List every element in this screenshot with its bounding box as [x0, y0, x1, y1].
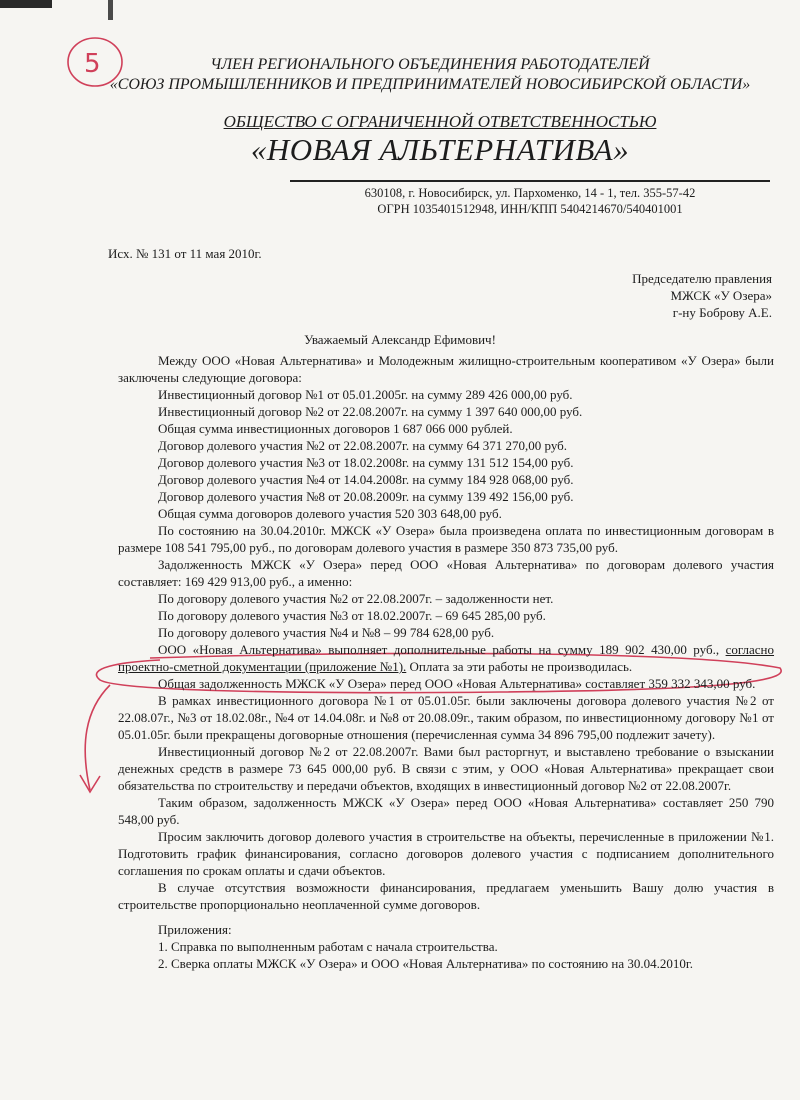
scan-edge-mark	[108, 0, 113, 20]
outgoing-reference: Исх. № 131 от 11 мая 2010г.	[108, 246, 262, 261]
union-name: «СОЮЗ ПРОМЫШЛЕННИКОВ И ПРЕДПРИНИМАТЕЛЕЙ НОВОСИБИРСКОЙ ОБЛАСТИ»	[109, 76, 751, 93]
debt-item: По договору долевого участия №2 от 22.08.2007г. – задолженности нет.	[158, 591, 554, 606]
contract-item: Инвестиционный договор №2 от 22.08.2007г. на сумму 1 397 640 000,00 руб.	[158, 404, 583, 419]
handwritten-page-number: 5	[84, 49, 101, 79]
additional-works-payment: Оплата за эти работы не производилась.	[406, 659, 633, 674]
addressee-organization: МЖСК «У Озера»	[670, 288, 772, 303]
scan-edge-mark	[0, 0, 52, 8]
contract-item: Общая сумма договоров долевого участия 520 303 648,00 руб.	[158, 506, 502, 521]
handwritten-arrow	[85, 685, 110, 790]
contract-item: Договор долевого участия №4 от 14.04.2008г. на сумму 184 928 068,00 руб.	[158, 472, 574, 487]
paragraph-investment-contract-1: В рамках инвестиционного договора №1 от 05.01.05г. были заключены договора долевого участия №2 от 22.08.07г., №3 от 18.02.08г., №4 от 14.04.08г. и №8 от 20.08.09г., таким образом, по инвестиционному договору №1 от 05.01.05г. были прекращены договорные отношения (перечисленная сумма 34 896 795,00 подлежит зачету).	[118, 693, 774, 742]
company-address: 630108, г. Новосибирск, ул. Пархоменко, 14 - 1, тел. 355-57-42	[364, 186, 696, 200]
company-type: ОБЩЕСТВО С ОГРАНИЧЕННОЙ ОТВЕТСТВЕННОСТЬЮ	[223, 112, 657, 131]
contract-item: Договор долевого участия №8 от 20.08.2009г. на сумму 139 492 156,00 руб.	[158, 489, 574, 504]
addressee-name: г-ну Боброву А.Е.	[672, 305, 772, 320]
letter-body	[118, 352, 774, 972]
attachment-item: 1. Справка по выполненным работам с начала строительства.	[158, 939, 498, 954]
paragraph-resulting-debt: Таким образом, задолженность МЖСК «У Озера» перед ООО «Новая Альтернатива» составляет 250 790 548,00 руб.	[118, 795, 774, 827]
arrow-head-icon	[80, 775, 100, 792]
letterhead-divider	[290, 180, 770, 182]
paragraph-debt: Задолженность МЖСК «У Озера» перед ООО «Новая Альтернатива» по договорам долевого участия составляет: 169 429 913,00 руб., а именно:	[118, 557, 774, 589]
debt-item: По договору долевого участия №4 и №8 – 99 784 628,00 руб.	[158, 625, 495, 640]
company-registry: ОГРН 1035401512948, ИНН/КПП 5404214670/540401001	[377, 202, 683, 216]
contract-item: Договор долевого участия №2 от 22.08.2007г. на сумму 64 371 270,00 руб.	[158, 438, 568, 453]
contract-item: Инвестиционный договор №1 от 05.01.2005г. на сумму 289 426 000,00 руб.	[158, 387, 573, 402]
paragraph-request: Просим заключить договор долевого участия в строительстве на объекты, перечисленные в приложении №1. Подготовить график финансирования, согласно договоров долевого участия с подписанием дополнительного соглашения по срокам оплаты и сдачи объектов.	[118, 829, 774, 878]
attachments-title: Приложения:	[158, 922, 232, 937]
attachment-item: 2. Сверка оплаты МЖСК «У Озера» и ООО «Новая Альтернатива» по состоянию на 30.04.2010г.	[158, 956, 693, 971]
paragraph-contracts-intro: Между ООО «Новая Альтернатива» и Молодежным жилищно-строительным кооперативом «У Озера» были заключены следующие договора:	[118, 353, 774, 385]
contract-item: Договор долевого участия №3 от 18.02.2008г. на сумму 131 512 154,00 руб.	[158, 455, 574, 470]
paragraph-proposal: В случае отсутствия возможности финансирования, предлагаем уменьшить Вашу долю участия в строительстве пропорционально неоплаченной сумме договоров.	[118, 880, 774, 912]
paragraph-total-debt: Общая задолженность МЖСК «У Озера» перед ООО «Новая Альтернатива» составляет 359 332 343,00 руб.	[158, 676, 756, 691]
company-name: «НОВАЯ АЛЬТЕРНАТИВА»	[250, 132, 630, 167]
paragraph-payments: По состоянию на 30.04.2010г. МЖСК «У Озера» была произведена оплата по инвестиционным договорам в размере 108 541 795,00 руб., по договорам долевого участия в размере 350 873 735,00 руб.	[118, 523, 774, 555]
additional-works-basis: согласно проектно-сметной документации (приложение №1).	[118, 642, 775, 674]
membership-line: ЧЛЕН РЕГИОНАЛЬНОГО ОБЪЕДИНЕНИЯ РАБОТОДАТЕЛЕЙ	[210, 56, 650, 73]
paragraph-investment-contract-2: Инвестиционный договор №2 от 22.08.2007г. Вами был расторгнут, и выставлено требование о взыскании денежных средств в размере 73 645 000,00 руб. В связи с этим, у ООО «Новая Альтернатива» прекращает свои обязательства по строительству и передачи объектов, входящих в инвестиционный договор №2 от 22.08.2007г.	[118, 744, 774, 793]
debt-item: По договору долевого участия №3 от 18.02.2007г. – 69 645 285,00 руб.	[158, 608, 546, 623]
paragraph-additional-works	[118, 641, 774, 675]
addressee-position: Председателю правления	[632, 271, 772, 286]
greeting: Уважаемый Александр Ефимович!	[304, 332, 496, 347]
contract-item: Общая сумма инвестиционных договоров 1 687 066 000 рублей.	[158, 421, 513, 436]
additional-works-text: ООО «Новая Альтернатива» выполняет дополнительные работы на сумму 189 902 430,00 руб.,	[158, 642, 720, 657]
